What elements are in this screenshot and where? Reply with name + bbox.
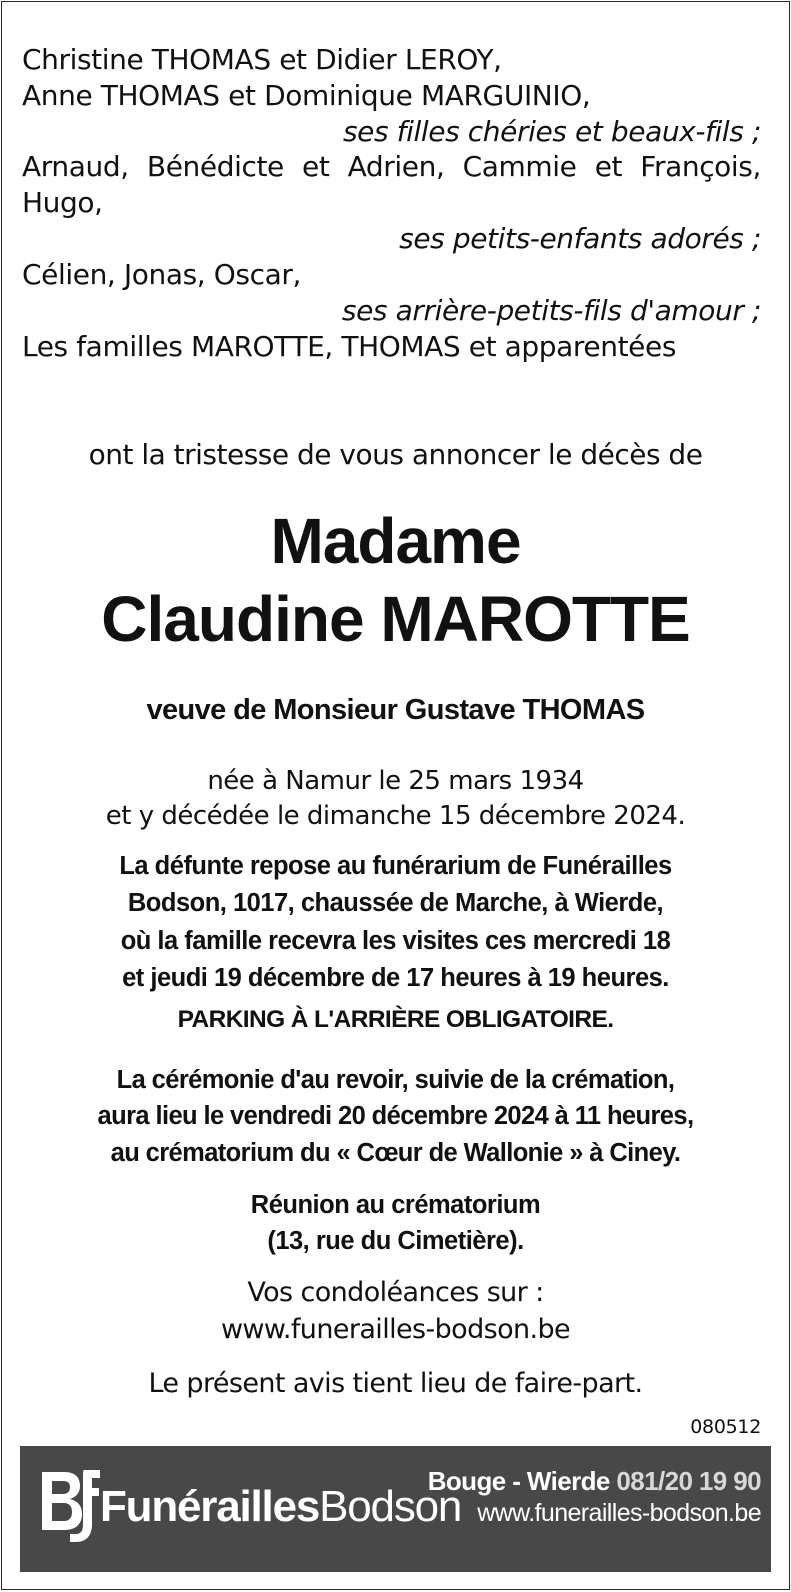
grandchildren-names: Arnaud, Bénédicte et Adrien, Cammie et François, Hugo,: [22, 150, 761, 220]
ceremony-info: [2, 1062, 789, 1171]
birth-death-dates: [2, 764, 789, 833]
reunion-line: Réunion au crématorium: [250, 1191, 541, 1219]
great-grandchildren-names: Célien, Jonas, Oscar,: [22, 257, 301, 291]
parking-notice: PARKING À L'ARRIÈRE OBLIGATOIRE.: [177, 1006, 614, 1033]
family-list: [22, 42, 761, 364]
reference-number: 080512: [690, 1416, 761, 1438]
condolences-link[interactable]: www.funerailles-bodson.be: [220, 1314, 571, 1346]
relation-daughters: ses filles chéries et beaux-fils ;: [342, 114, 761, 148]
reunion-info: [2, 1188, 789, 1259]
brand-name-part2: Bodson: [319, 1482, 462, 1531]
repose-line: où la famille recevra les visites ces mercredi 18: [120, 926, 671, 955]
condolences-label: Vos condoléances sur :: [247, 1277, 544, 1308]
family-line-daughter-2: Anne THOMAS et Dominique MARGUINIO,: [22, 78, 591, 112]
repose-line: et jeudi 19 décembre de 17 heures à 19 heures.: [122, 964, 669, 993]
contact-info: [428, 1466, 761, 1528]
birth-line: née à Namur le 25 mars 1934: [207, 766, 584, 796]
widow-of: veuve de Monsieur Gustave THOMAS: [146, 694, 645, 726]
locations: Bouge - Wierde: [427, 1466, 610, 1496]
families-line: Les familles MAROTTE, THOMAS et apparentées: [22, 329, 677, 363]
deceased-name-block: [2, 502, 789, 658]
funeral-home-banner: [20, 1446, 771, 1572]
ceremony-line: au crématorium du « Cœur de Wallonie » à Ciney.: [110, 1138, 681, 1167]
bodson-logo-icon: [36, 1466, 102, 1546]
deceased-name: Claudine MAROTTE: [101, 583, 690, 656]
ceremony-line: aura lieu le vendredi 20 décembre 2024 à 11 heures,: [97, 1102, 694, 1131]
locations-phone: [428, 1466, 761, 1497]
obituary-notice: [1, 1, 790, 1590]
family-line-daughter-1: Christine THOMAS et Didier LEROY,: [22, 43, 502, 76]
repose-line: Bodson, 1017, chaussée de Marche, à Wierde,: [127, 889, 664, 918]
brand-name-part1: Funérailles: [100, 1482, 320, 1531]
condolences-info: [2, 1274, 789, 1349]
reunion-address: (13, rue du Cimetière).: [267, 1226, 524, 1255]
repose-info: [2, 848, 789, 998]
deceased-title: Madame: [270, 505, 521, 577]
phone-number[interactable]: 081/20 19 90: [616, 1466, 761, 1496]
announcement-text: ont la tristesse de vous annoncer le décès de: [88, 438, 703, 471]
relation-great-grandchildren: ses arrière-petits-fils d'amour ;: [341, 293, 761, 327]
ceremony-line: La cérémonie d'au revoir, suivie de la crémation,: [116, 1066, 675, 1094]
repose-line: La défunte repose au funérarium de Funérailles: [119, 852, 672, 880]
banner-website-link[interactable]: www.funerailles-bodson.be: [477, 1499, 761, 1527]
relation-grandchildren: ses petits-enfants adorés ;: [399, 222, 761, 256]
brand-name: [100, 1482, 461, 1532]
faire-part-note: Le présent avis tient lieu de faire-part.: [148, 1368, 643, 1399]
death-line: et y décédée le dimanche 15 décembre 2024.: [105, 800, 686, 831]
